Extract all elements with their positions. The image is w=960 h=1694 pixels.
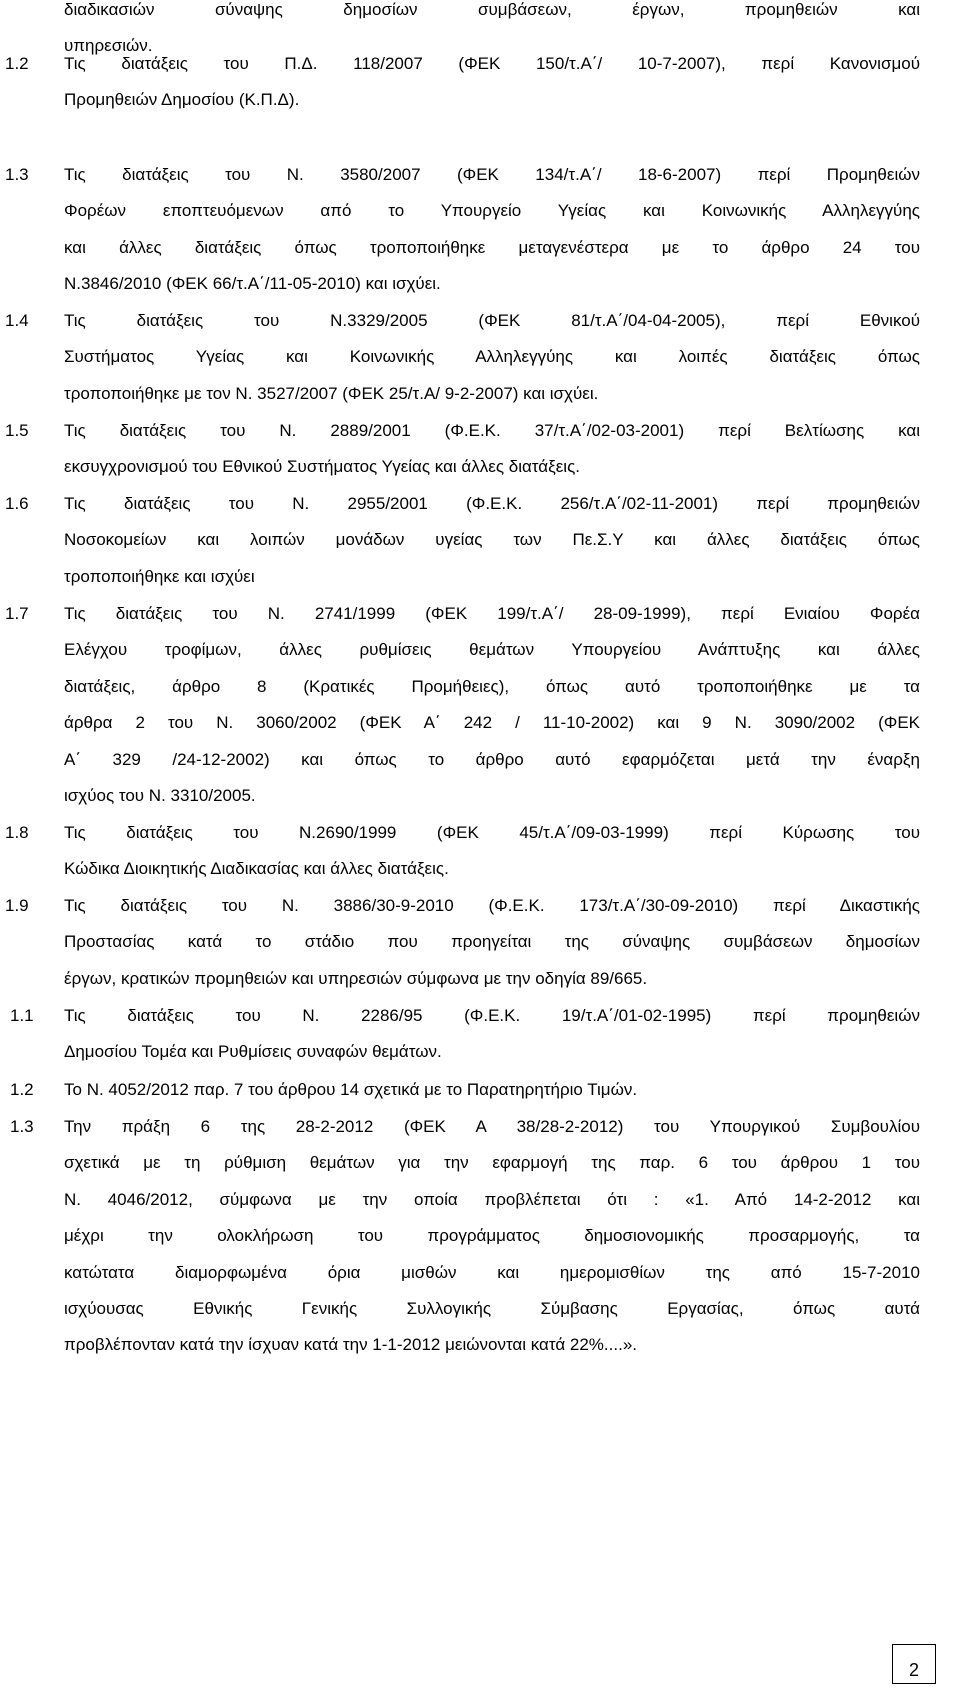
item-number: 1.1: [10, 1006, 34, 1025]
text-line: έργων, κρατικών προμηθειών και υπηρεσιών σύμφωνα με την οδηγία 89/665.: [64, 968, 648, 988]
paragraph-lines: [64, 998, 920, 1071]
paragraph-1-2-second: [10, 1072, 920, 1108]
text-line: προβλέπονταν κατά την ίσχυαν κατά την 1-1-2012 μειώνονται κατά 22%....».: [64, 1335, 637, 1355]
paragraph-lines: [64, 486, 920, 595]
text-line: Προστασίας κατά το στάδιο που προηγείται της σύναψης συμβάσεων δημοσίων: [64, 932, 920, 952]
text-line: εκσυγχρονισμού του Εθνικού Συστήματος Υγείας και άλλες διατάξεις.: [64, 457, 580, 477]
paragraph-1-3: [5, 157, 920, 303]
text-line: Ελέγχου τροφίμων, άλλες ρυθμίσεις θεμάτων Υπουργείου Ανάπτυξης και άλλες: [64, 640, 920, 660]
text-line: διαδικασιών σύναψης δημοσίων συμβάσεων, έργων, προμηθειών και: [64, 0, 920, 19]
text-line: Το Ν. 4052/2012 παρ. 7 του άρθρου 14 σχετικά με το Παρατηρητήριο Τιμών.: [64, 1080, 638, 1099]
item-number: 1.7: [5, 604, 29, 623]
text-line: Τις διατάξεις του Ν. 3886/30-9-2010 (Φ.Ε.Κ. 173/τ.Α΄/30-09-2010) περί Δικαστικής: [64, 896, 920, 915]
page-number-box: [892, 1644, 936, 1684]
text-line: κατώτατα διαμορφωμένα όρια μισθών και ημερομισθίων της από 15-7-2010: [64, 1262, 920, 1282]
text-line: Τις διατάξεις του Ν. 2286/95 (Φ.Ε.Κ. 19/τ.Α΄/01-02-1995) περί προμηθειών: [64, 1006, 920, 1025]
item-number: 1.9: [5, 896, 29, 915]
text-line: Ν.3846/2010 (ΦΕΚ 66/τ.Α΄/11-05-2010) και ισχύει.: [64, 274, 441, 294]
paragraph-lines: [64, 815, 920, 888]
paragraph-lines: [64, 1109, 920, 1364]
text-line: Τις διατάξεις του Ν.3329/2005 (ΦΕΚ 81/τ.Α΄/04-04-2005), περί Εθνικού: [64, 311, 920, 330]
text-line: άρθρα 2 του Ν. 3060/2002 (ΦΕΚ Α΄ 242 / 11-10-2002) και 9 Ν. 3090/2002 (ΦΕΚ: [64, 713, 920, 733]
text-line: σχετικά με τη ρύθμιση θεμάτων για την εφαρμογή της παρ. 6 του άρθρου 1 του: [64, 1153, 920, 1173]
paragraph-1-4: [5, 303, 920, 412]
paragraph-1-9: [5, 888, 920, 997]
item-number: 1.3: [5, 165, 29, 184]
text-line: Προμηθειών Δημοσίου (Κ.Π.Δ).: [64, 90, 300, 110]
paragraph-1-2: [5, 46, 920, 119]
text-line: Τις διατάξεις του Ν. 2955/2001 (Φ.Ε.Κ. 256/τ.Α΄/02-11-2001) περί προμηθειών: [64, 494, 920, 513]
item-number: 1.6: [5, 494, 29, 513]
paragraph-1-5: [5, 413, 920, 486]
text-line: Συστήματος Υγείας και Κοινωνικής Αλληλεγγύης και λοιπές διατάξεις όπως: [64, 347, 920, 367]
text-line: διατάξεις, άρθρο 8 (Κρατικές Προμήθειες), όπως αυτό τροποποιήθηκε με τα: [64, 676, 920, 696]
item-number: 1.2: [5, 54, 29, 73]
item-number: 1.5: [5, 421, 29, 440]
item-number: 1.8: [5, 823, 29, 842]
text-line: Τις διατάξεις του Ν. 3580/2007 (ΦΕΚ 134/τ.Α΄/ 18-6-2007) περί Προμηθειών: [64, 165, 920, 184]
paragraph-1-1-second: [10, 998, 920, 1071]
paragraph-1-7: [5, 596, 920, 814]
paragraph-lines: [64, 1072, 920, 1108]
text-line: Νοσοκομείων και λοιπών μονάδων υγείας των Πε.Σ.Υ και άλλες διατάξεις όπως: [64, 530, 920, 550]
text-line: μέχρι την ολοκλήρωση του προγράμματος δημοσιονομικής προσαρμογής, τα: [64, 1226, 920, 1246]
text-line: ισχύος του Ν. 3310/2005.: [64, 785, 256, 805]
text-line: Τις διατάξεις του Π.Δ. 118/2007 (ΦΕΚ 150/τ.Α΄/ 10-7-2007), περί Κανονισμού: [64, 54, 920, 73]
paragraph-lines: [64, 46, 920, 119]
text-line: υπηρεσιών.: [64, 36, 153, 56]
paragraph-lines: [64, 303, 920, 412]
text-line: τροποποιήθηκε και ισχύει: [64, 566, 255, 586]
text-line: και άλλες διατάξεις όπως τροποποιήθηκε μεταγενέστερα με το άρθρο 24 του: [64, 237, 920, 257]
page-number: 2: [908, 1660, 919, 1680]
text-line: Τις διατάξεις του Ν. 2889/2001 (Φ.Ε.Κ. 37/τ.Α΄/02-03-2001) περί Βελτίωσης και: [64, 421, 920, 440]
paragraph-lines: [64, 596, 920, 814]
text-line: Φορέων εποπτευόμενων από το Υπουργείο Υγείας και Κοινωνικής Αλληλεγγύης: [64, 201, 920, 221]
item-number: 1.4: [5, 311, 29, 330]
text-line: Α΄ 329 /24-12-2002) και όπως το άρθρο αυτό εφαρμόζεται μετά την έναρξη: [64, 749, 920, 769]
text-line: Κώδικα Διοικητικής Διαδικασίας και άλλες διατάξεις.: [64, 859, 449, 879]
paragraph-lines: [64, 413, 920, 486]
text-line: ισχύουσας Εθνικής Γενικής Συλλογικής Σύμβασης Εργασίας, όπως αυτά: [64, 1298, 920, 1318]
text-line: Ν. 4046/2012, σύμφωνα με την οποία προβλέπεται ότι : «1. Από 14-2-2012 και: [64, 1189, 920, 1209]
text-line: τροποποιήθηκε με τον Ν. 3527/2007 (ΦΕΚ 25/τ.Α/ 9-2-2007) και ισχύει.: [64, 383, 599, 403]
text-line: Την πράξη 6 της 28-2-2012 (ΦΕΚ Α 38/28-2-2012) του Υπουργικού Συμβουλίου: [64, 1117, 920, 1136]
paragraph-1-6: [5, 486, 920, 595]
paragraph-1-3-second: [10, 1109, 920, 1364]
text-line: Τις διατάξεις του Ν. 2741/1999 (ΦΕΚ 199/τ.Α΄/ 28-09-1999), περί Ενιαίου Φορέα: [64, 604, 920, 623]
text-line: Δημοσίου Τομέα και Ρυθμίσεις συναφών θεμάτων.: [64, 1042, 442, 1062]
text-line: Τις διατάξεις του Ν.2690/1999 (ΦΕΚ 45/τ.Α΄/09-03-1999) περί Κύρωσης του: [64, 823, 920, 842]
paragraph-lines: [64, 157, 920, 303]
paragraph-lines: [64, 888, 920, 997]
paragraph-1-8: [5, 815, 920, 888]
item-number: 1.3: [10, 1117, 34, 1136]
item-number: 1.2: [10, 1080, 34, 1099]
